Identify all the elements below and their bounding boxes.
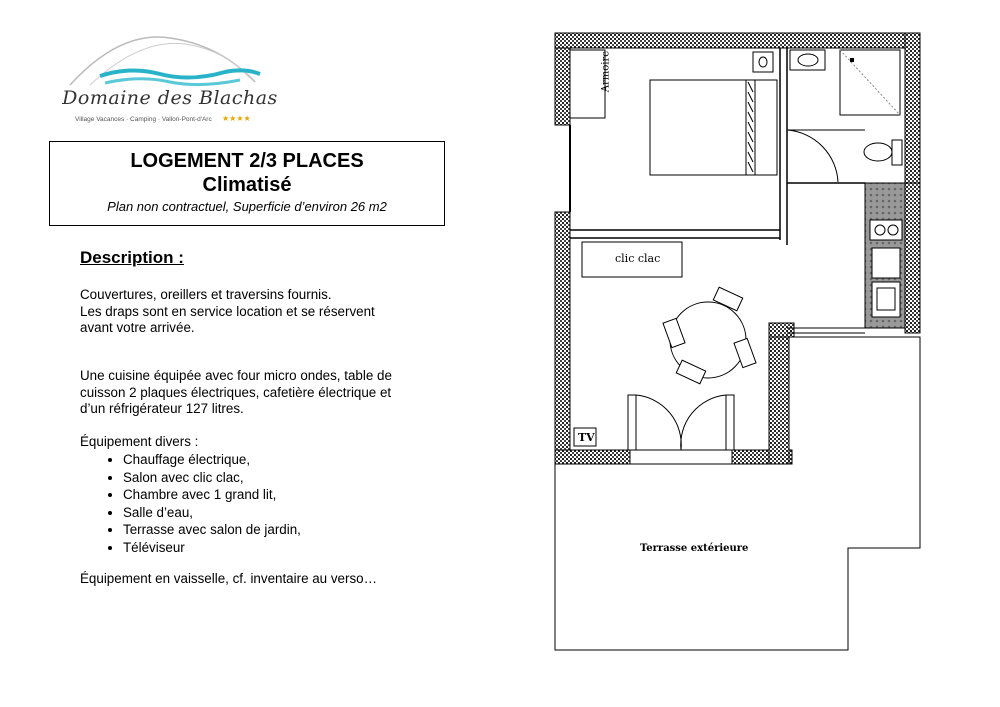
description-paragraph-kitchen	[80, 368, 425, 418]
text-line: Les draps sont en service location et se réservent	[80, 303, 375, 319]
text-line: avant votre arrivée.	[80, 320, 195, 335]
list-item: • Terrasse avec salon de jardin,	[123, 521, 301, 539]
equipment-list	[100, 451, 301, 556]
description-paragraph-bedding	[80, 287, 425, 337]
title-note: Plan non contractuel, Superficie d’environ 26 m2	[107, 199, 387, 214]
plan-label-terrasse: Terrasse extérieure	[640, 543, 749, 554]
plan-label-armoire: Armoire	[600, 50, 612, 93]
floor-plan-drawing	[550, 30, 925, 655]
equipment-intro: Équipement divers :	[80, 434, 199, 449]
text-line: Une cuisine équipée avec four micro ondes, table de	[80, 368, 392, 383]
list-item: • Téléviseur	[123, 539, 301, 557]
text-line: cuisson 2 plaques électriques, cafetière électrique et	[80, 384, 392, 400]
domaine-logo	[50, 30, 290, 130]
title-subtitle: Climatisé	[202, 174, 292, 196]
list-item: • Salon avec clic clac,	[123, 469, 301, 487]
title-box	[49, 141, 445, 226]
text-line: d’un réfrigérateur 127 litres.	[80, 401, 244, 416]
plan-label-tv: TV	[578, 431, 595, 444]
title-main: LOGEMENT 2/3 PLACES	[130, 150, 364, 172]
logo-stars: ★★★★	[222, 114, 251, 123]
text-line: Couvertures, oreillers et traversins fournis.	[80, 287, 332, 302]
dishware-note: Équipement en vaisselle, cf. inventaire au verso…	[80, 571, 377, 586]
list-item: • Chambre avec 1 grand lit,	[123, 486, 301, 504]
logo-mountain-graphic	[50, 30, 290, 90]
plan-label-clic-clac: clic clac	[615, 252, 661, 265]
description-heading: Description :	[80, 248, 184, 267]
list-item: • Chauffage électrique,	[123, 451, 301, 469]
list-item: • Salle d’eau,	[123, 504, 301, 522]
logo-name: Domaine des Blachas	[62, 87, 278, 109]
floor-plan	[550, 30, 925, 655]
logo-tagline: Village Vacances · Camping · Vallon-Pont-d'Arc	[75, 116, 212, 123]
